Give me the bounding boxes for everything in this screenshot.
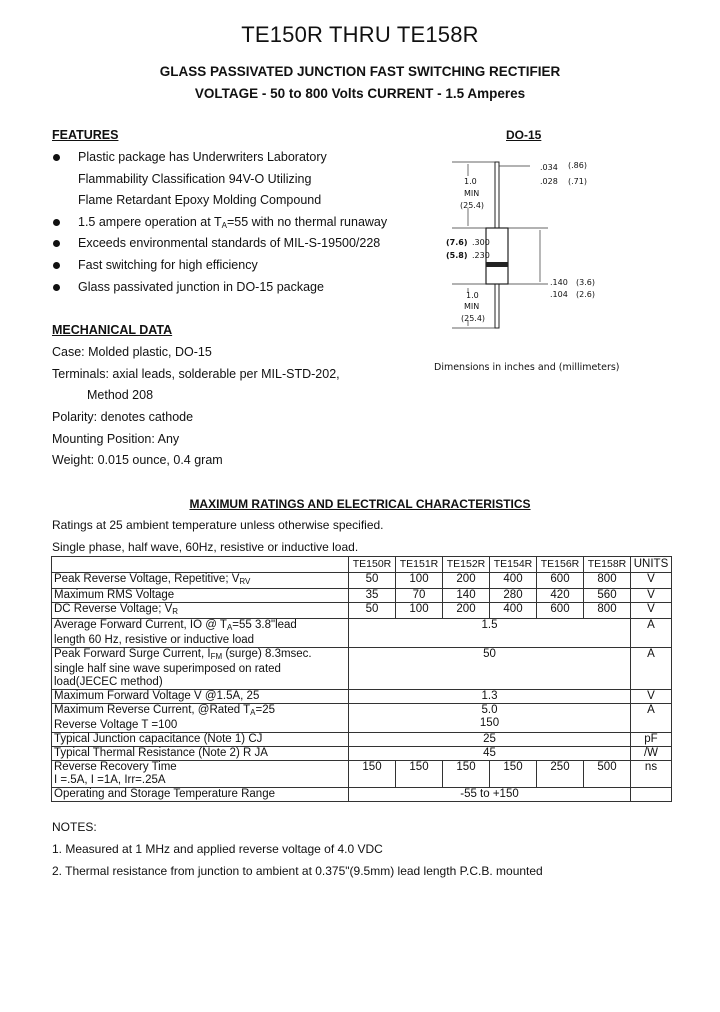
value-cell: 1.3 (349, 690, 631, 704)
value-cell: 70 (396, 589, 443, 603)
table-row (52, 733, 672, 747)
feature-line-1: Plastic package has Underwriters Laboratory (78, 150, 327, 164)
cathode-band (486, 262, 508, 267)
table-row (52, 589, 672, 603)
header-cell: TE156R (537, 557, 584, 573)
unit-cell: A (631, 648, 672, 690)
dim-body-len-mm-min: (5.8) (446, 251, 468, 260)
value-cell: 50 (349, 573, 396, 589)
dim-body-dia-in-max: .140 (550, 278, 568, 287)
param-cell: Typical Junction capacitance (Note 1) CJ (52, 733, 349, 747)
table-row (52, 648, 672, 690)
ratings-heading: MAXIMUM RATINGS AND ELECTRICAL CHARACTERISTICS (189, 497, 531, 511)
value-cell: 600 (537, 573, 584, 589)
feature-line-3: Flame Retardant Epoxy Molding Compound (78, 193, 322, 207)
value-cell: 140 (443, 589, 490, 603)
dim-bottom-lead-mm: (25.4) (461, 314, 486, 323)
table-row (52, 573, 672, 589)
value-cell: 5.0 150 (349, 704, 631, 733)
dim-body-dia-mm-max: (3.6) (576, 278, 595, 287)
unit-cell: ns (631, 761, 672, 788)
bottom-lead (495, 284, 499, 328)
param-cell: Operating and Storage Temperature Range (52, 788, 349, 802)
mech-method: Method 208 (87, 388, 154, 402)
unit-cell: V (631, 573, 672, 589)
value-cell: 560 (584, 589, 631, 603)
ratings-note-1: Ratings at 25 ambient temperature unless otherwise specified. (52, 518, 384, 532)
features-heading: FEATURES (52, 128, 119, 142)
value-cell: 150 (349, 761, 396, 788)
unit-cell: V (631, 690, 672, 704)
value-cell: 45 (349, 747, 631, 761)
value-cell: 100 (396, 603, 443, 619)
mechanical-heading: MECHANICAL DATA (52, 323, 173, 337)
mech-case: Case: Molded plastic, DO-15 (52, 345, 212, 359)
unit-cell: /W (631, 747, 672, 761)
dim-body-len-mm-max: (7.6) (446, 238, 468, 247)
notes-heading: NOTES: (52, 820, 97, 834)
value-cell: 35 (349, 589, 396, 603)
value-cell: -55 to +150 (349, 788, 631, 802)
dim-lead-dia-in-max: .034 (540, 163, 558, 172)
dim-lead-dia-mm-max: (.86) (568, 161, 587, 170)
dim-lead-dia-in-min: .028 (540, 177, 558, 186)
dim-body-len-in-min: .230 (472, 251, 490, 260)
note-2: 2. Thermal resistance from junction to ambient at 0.375"(9.5mm) lead length P.C.B. mounted (52, 864, 543, 878)
dim-bottom-lead-min: MIN (464, 302, 480, 311)
subtitle-description: GLASS PASSIVATED JUNCTION FAST SWITCHING RECTIFIER (159, 64, 561, 79)
value-cell: 150 (443, 761, 490, 788)
dim-body-dia-mm-min: (2.6) (576, 290, 595, 299)
ratings-note-2: Single phase, half wave, 60Hz, resistive or inductive load. (52, 540, 359, 554)
dim-top-lead-min: MIN (464, 189, 480, 198)
param-cell: Average Forward Current, IO @ $T_A=55$ 3.8"lead length 60 Hz, resistive or inductive load (52, 619, 349, 648)
header-cell: TE150R (349, 557, 396, 573)
package-caption: Dimensions in inches and (millimeters) (434, 362, 620, 373)
value-cell: 50 (349, 603, 396, 619)
feature-line-5: Exceeds environmental standards of MIL-S-19500/228 (78, 236, 381, 250)
bullet-icon (53, 219, 60, 226)
value-cell: 400 (490, 573, 537, 589)
mech-terminals: Terminals: axial leads, solderable per MIL-STD-202, (52, 367, 340, 381)
mech-polarity: Polarity: denotes cathode (52, 410, 194, 424)
value-cell: 150 (396, 761, 443, 788)
mech-mounting: Mounting Position: Any (52, 432, 180, 446)
table-row (52, 603, 672, 619)
unit-cell: A (631, 619, 672, 648)
value-cell: 150 (490, 761, 537, 788)
param-cell: Typical Thermal Resistance (Note 2) R JA (52, 747, 349, 761)
param-cell: Reverse Recovery Time I =.5A, I =1A, Irr=.25A (52, 761, 349, 788)
feature-line-7: Glass passivated junction in DO-15 package (78, 280, 324, 294)
header-cell: TE152R (443, 557, 490, 573)
dim-body-len-in-max: .300 (472, 238, 490, 247)
unit-cell: pF (631, 733, 672, 747)
value-cell: 800 (584, 603, 631, 619)
dim-top-lead-mm: (25.4) (460, 201, 485, 210)
param-cell: DC Reverse Voltage; $V_R$ (52, 603, 349, 619)
feature-line-6: Fast switching for high efficiency (78, 258, 258, 272)
value-cell: 50 (349, 648, 631, 690)
dim-body-dia-in-min: .104 (550, 290, 568, 299)
table-row (52, 747, 672, 761)
value-cell: 200 (443, 573, 490, 589)
mech-weight: Weight: 0.015 ounce, 0.4 gram (52, 453, 223, 467)
param-cell: Maximum Reverse Current, @Rated $T_A=25$ Reverse Voltage T =100 (52, 704, 349, 733)
unit-cell: V (631, 589, 672, 603)
param-cell: Maximum RMS Voltage (52, 589, 349, 603)
param-cell: Peak Forward Surge Current, $I_{FM}$ (surge) 8.3msec. single half sine wave superimposed on rated load(JECEC method) (52, 648, 349, 690)
table-row (52, 619, 672, 648)
header-cell: TE158R (584, 557, 631, 573)
bullet-icon (53, 262, 60, 269)
top-lead (495, 162, 499, 228)
subtitle-ratings: VOLTAGE - 50 to 800 Volts CURRENT - 1.5 Amperes (194, 86, 526, 101)
header-cell: UNITS (631, 557, 672, 573)
value-cell: 420 (537, 589, 584, 603)
value-cell: 1.5 (349, 619, 631, 648)
value-cell: 280 (490, 589, 537, 603)
param-cell: Maximum Forward Voltage V @1.5A, 25 (52, 690, 349, 704)
table-row (52, 704, 672, 733)
unit-cell (631, 788, 672, 802)
value-cell: 800 (584, 573, 631, 589)
bullet-icon (53, 284, 60, 291)
value-cell: 600 (537, 603, 584, 619)
dim-lead-dia-mm-min: (.71) (568, 177, 587, 186)
header-cell: TE154R (490, 557, 537, 573)
bullet-icon (53, 240, 60, 247)
value-cell: 250 (537, 761, 584, 788)
header-empty (52, 557, 349, 573)
feature-line-2: Flammability Classification 94V-O Utilizing (78, 172, 312, 186)
dim-bottom-lead-len: 1.0 (466, 291, 479, 300)
unit-cell: A (631, 704, 672, 733)
table-header-row (52, 557, 672, 573)
value-cell: 25 (349, 733, 631, 747)
param-cell: Peak Reverse Voltage, Repetitive; $V_{RV}$ (52, 573, 349, 589)
package-heading: DO-15 (506, 128, 542, 142)
value-cell: 500 (584, 761, 631, 788)
value-cell: 400 (490, 603, 537, 619)
header-cell: TE151R (396, 557, 443, 573)
value-cell: 200 (443, 603, 490, 619)
feature-line-4: 1.5 ampere operation at $T_A=55$ with no thermal runaway (78, 215, 388, 230)
table-row (52, 788, 672, 802)
bullet-icon (53, 154, 60, 161)
value-cell: 100 (396, 573, 443, 589)
page-title: TE150R THRU TE158R (241, 22, 479, 47)
note-1: 1. Measured at 1 MHz and applied reverse voltage of 4.0 VDC (52, 842, 383, 856)
unit-cell: V (631, 603, 672, 619)
ratings-table (51, 556, 672, 802)
table-row (52, 761, 672, 788)
dim-top-lead-len: 1.0 (464, 177, 477, 186)
table-row (52, 690, 672, 704)
